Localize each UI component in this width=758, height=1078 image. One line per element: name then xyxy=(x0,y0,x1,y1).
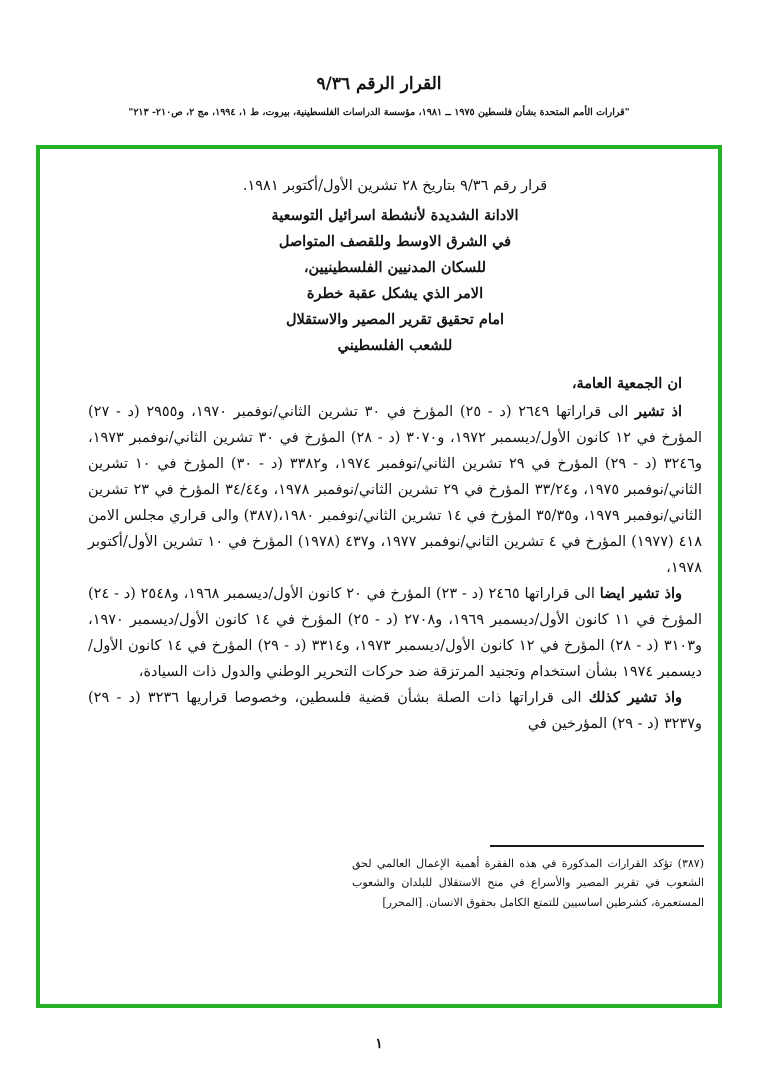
document-title: القرار الرقم ٩/٣٦ xyxy=(316,74,442,94)
resolution-title-line: الادانة الشديدة لأنشطة اسرائيل التوسعية xyxy=(271,207,519,224)
paragraph-text: الى قراراتها ذات الصلة بشأن قضية فلسطين، وخصوصا قراريها ٣٢٣٦ (د - ٢٩) و٣٢٣٧ (د - ٢٩) المؤرخين في xyxy=(88,690,702,732)
footnote-text: (٣٨٧) تؤكد القرارات المذكورة في هذه الفقرة أهمية الإعمال العالمي لحق الشعوب في تقرير المصير والأسراع في منح الاستقلال للبلدان والشعوب المستعمرة، كشرطين اساسيين للتمتع الكامل بحقوق الانسان. [المحرر] xyxy=(352,856,704,909)
footnote-block xyxy=(352,845,704,913)
resolution-number-date-line: قرار رقم ٩/٣٦ بتاريخ ٢٨ تشرين الأول/أكتوبر ١٩٨١. xyxy=(242,178,548,194)
resolution-title-line: للشعب الفلسطيني xyxy=(337,337,453,354)
paragraph-text: الى قراراتها ٢٦٤٩ (د - ٢٥) المؤرخ في ٣٠ تشرين الثاني/نوفمبر ١٩٧٠، و٢٩٥٥ (د - ٢٧) المؤرخ في ١٢ كانون الأول/ديسمبر ١٩٧٢، و٣٠٧٠ (د - ٢٨) المؤرخ في ٣٠ تشرين الثاني/نوفمبر ١٩٧٣، و٣٢٤٦ (د - ٢٩) المؤرخ في ٢٩ تشرين الثاني/نوفمبر ١٩٧٤، و٣٣٨٢ (د - ٣٠) المؤرخ في ١٠ تشرين الثاني/نوفمبر ١٩٧٥، و٣٣/٢٤ المؤرخ في ٢٩ تشرين الثاني/نوفمبر ١٩٧٨، و٣٤/٤٤ المؤرخ في ٢٣ تشرين الثاني/نوفمبر ١٩٧٩، و٣٥/٣٥ المؤرخ في ١٤ تشرين الثاني/نوفمبر ١٩٨٠،(٣٨٧) والى قراري مجلس الامن ٤١٨ (١٩٧٧) المؤرخ في ٤ تشرين الثاني/نوفمبر ١٩٧٧، و٤٣٧ (١٩٧٨) المؤرخ في ١٠ تشرين الأول/أكتوبر ١٩٧٨، xyxy=(88,404,703,576)
resolution-title-line: للسكان المدنيين الفلسطينيين، xyxy=(303,259,487,276)
page-number: ١ xyxy=(375,1036,383,1052)
preambular-paragraph xyxy=(88,685,702,737)
resolution-title-line: امام تحقيق تقرير المصير والاستقلال xyxy=(285,311,505,328)
paragraph-text: الى قراراتها ٢٤٦٥ (د - ٢٣) المؤرخ في ٢٠ كانون الأول/ديسمبر ١٩٦٨، و٢٥٤٨ (د - ٢٤) المؤرخ في ١١ كانون الأول/ديسمبر ١٩٦٩، و٢٧٠٨ (د - ٢٥) المؤرخ في ١٤ كانون الأول/ديسمبر ١٩٧٠، و٣١٠٣ (د - ٢٨) المؤرخ في ١٢ كانون الأول/ديسمبر ١٩٧٣، و٣٣١٤ (د - ٢٩) المؤرخ في ١٤ كانون الأول/ديسمبر ١٩٧٤ بشأن استخدام وتجنيد المرتزقة ضد حركات التحرير الوطني والدول ذات السيادة، xyxy=(88,586,703,680)
resolution-border-box xyxy=(36,145,722,1008)
paragraph-lead: واذ تشير كذلك xyxy=(588,689,682,706)
resolution-title-line: في الشرق الاوسط وللقصف المتواصل xyxy=(278,233,512,250)
paragraph-lead: اذ تشير xyxy=(635,403,682,420)
resolution-title-line: الامر الذي يشكل عقبة خطرة xyxy=(306,285,484,302)
preambular-paragraph xyxy=(88,581,702,685)
opening-clause: ان الجمعية العامة، xyxy=(571,375,682,392)
paragraph-lead: واذ تشير ايضا xyxy=(599,585,683,602)
preambular-paragraph xyxy=(88,399,702,581)
resolution-body xyxy=(40,149,718,825)
footnote-separator-rule xyxy=(490,845,704,847)
source-citation: "قرارات الأمم المتحدة بشأن فلسطين ١٩٧٥ ــ ١٩٨١، مؤسسة الدراسات الفلسطينية، بيروت، ط ١، ١٩٩٤، مج ٢، ص٢١٠- ٢١٣" xyxy=(128,107,630,118)
document-header xyxy=(0,0,758,118)
resolution-title-block xyxy=(88,203,702,359)
